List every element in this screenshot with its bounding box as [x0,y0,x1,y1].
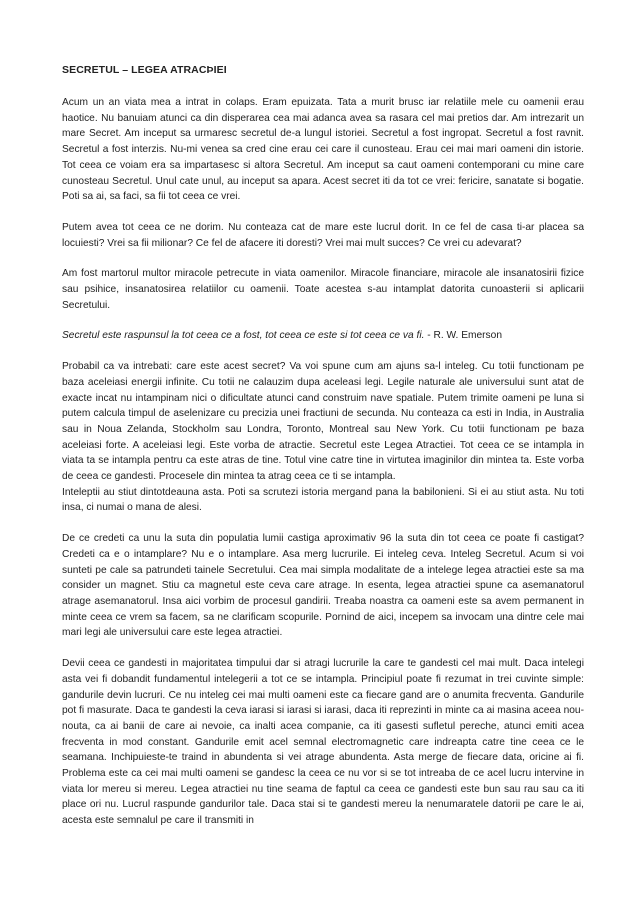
quote-text: Secretul este raspunsul la tot ceea ce a fost, tot ceea ce este si tot ceea ce va fi. [62,330,425,342]
paragraph-1: Acum un an viata mea a intrat in colaps. Eram epuizata. Tata a murit brusc iar relatiile mele cu oamenii erau haotice. Nu banuiam atunci ca din disperarea cea mai adanca avea sa rasara cel mai pretios dar. Am intrezarit un mare Secret. Am inceput sa urmaresc secretul de-a lungul istoriei. Secretul a fost ingropat. Secretul a fost ravnit. Secretul a fost interzis. Nu-mi venea sa cred cine erau cei care il cunosteau. Erau cei mai mari oameni din istorie. Tot ceea ce voiam era sa impartasesc si altora Secretul. Am inceput sa caut oameni contemporani cu mine care cunosteau Secretul. Unul cate unul, au inceput sa apara. Acest secret iti da tot ce vrei: fericire, sanatate si bogatie. Poti sa ai, sa faci, sa fii tot ceea ce vrei. [62,97,584,203]
paragraph-7: Devii ceea ce gandesti in majoritatea timpului dar si atragi lucrurile la care te gandesti cel mai mult. Daca intelegi asta vei fi dobandit fundamentul intelegerii a tot ce se intampla. Principiul poate fi rezumat in trei cuvinte simple: gandurile devin lucruri. Ce nu inteleg cei mai multi oameni este ca fiecare gand are o anumita frecventa. Gandurile pot fi masurate. Daca te gandesti la ceva iarasi si iarasi si iarasi, daca iti reprezinti in minte ca ai masina aceea nou-nouta, ca ai banii de care ai nevoie, ca inalti acea companie, ca iti gasesti sufletul pereche, atunci emiti acea frecventa in mod constant. Gandurile emit acel semnal electromagnetic care indreapta catre tine ceea ce le seamana. Inchipuieste-te traind in abundenta si vei atrage abundenta. Asta merge de fiecare data, oricine ai fi. Problema este ca cei mai multi oameni se gandesc la ceea ce nu vor si se tot intreaba de ce acel lucru intervine in viata lor mereu si mereu. Legea atractiei nu tine seama de faptul ca ceea ce gandesti este bun sau rau sau ca iti place ori nu. Lucrul raspunde gandurilor tale. Daca stai si te gandesti mereu la nenumaratele datorii pe care le ai, acesta este semnalul pe care il transmiti in [62,658,584,827]
paragraph-2: Putem avea tot ceea ce ne dorim. Nu conteaza cat de mare este lucrul dorit. In ce fel de casa ti-ar placea sa locuiesti? Vrei sa fii milionar? Ce fel de afacere iti doresti? Vrei mai mult succes? Ce vrei cu adevarat? [62,221,584,249]
quote-paragraph [62,328,584,344]
quote-author: - R. W. Emerson [424,330,502,342]
paragraph-6: De ce credeti ca unu la suta din populatia lumii castiga aproximativ 96 la suta din tot ceea ce poate fi castigat? Credeti ca e o intamplare? Nu e o intamplare. Asa merg lucrurile. Ei inteleg ceva. Inteleg Secretul. Acum si voi sunteti pe cale sa patrundeti tainele Secretului. Cea mai simpla modalitate de a intelege legea atractiei este sa ma consider un magnet. Stiu ca magnetul este ceva care atrage. In esenta, legea atractiei spune ca asemanatorul atrage asemanatorul. Insa aici vorbim de procesul gandirii. Treaba noastra ca oameni este sa avem permanent in minte ceea ce vrem sa facem, sa ne clarificam scopurile. Pornind de aici, incepem sa invocam una dintre cele mai mari legi ale universului care este legea atractiei. [62,533,584,639]
document-title: SECRETUL – LEGEA ATRACÞIEI [62,64,227,76]
paragraph-4: Probabil ca va intrebati: care este acest secret? Va voi spune cum am ajuns sa-l inteleg. Cu totii functionam pe baza aceleiasi energii infinite. Cu totii ne calauzim dupa aceleasi legi. Legile naturale ale universului sunt atat de exacte incat nu intampinam nici o dificultate atunci cand construim nave spatiale. Putem trimite oameni pe luna si putem calcula timpul de aselenizare cu precizia unei fractiuni de secunda. Nu conteaza ca esti in India, in Australia sau in Noua Zelanda, Stockholm sau Londra, Toronto, Montreal sau New York. Cu totii functionam pe baza aceleiasi forte. A aceleiasi legi. Este vorba de atractie. Secretul este Legea Atractiei. Tot ceea ce se intampla in viata ta se intampla pentru ca este atras de tine. Totul vine catre tine in virtutea imaginilor din mintea ta. Este vorba de ceea ce gandesti. Procesele din mintea ta atrag ceea ce ti se intampla. [62,361,584,483]
paragraph-5: Inteleptii au stiut dintotdeauna asta. Poti sa scrutezi istoria mergand pana la babilonieni. Si ei au stiut asta. Nu toti insa, ci numai o mana de alesi. [62,486,584,514]
paragraph-3: Am fost martorul multor miracole petrecute in viata oamenilor. Miracole financiare, miracole ale insanatosirii fizice sau psihice, insanatosirea relatiilor cu oamenii. Toate acestea s-au intamplat datorita cunoasterii si aplicarii Secretului. [62,268,584,311]
